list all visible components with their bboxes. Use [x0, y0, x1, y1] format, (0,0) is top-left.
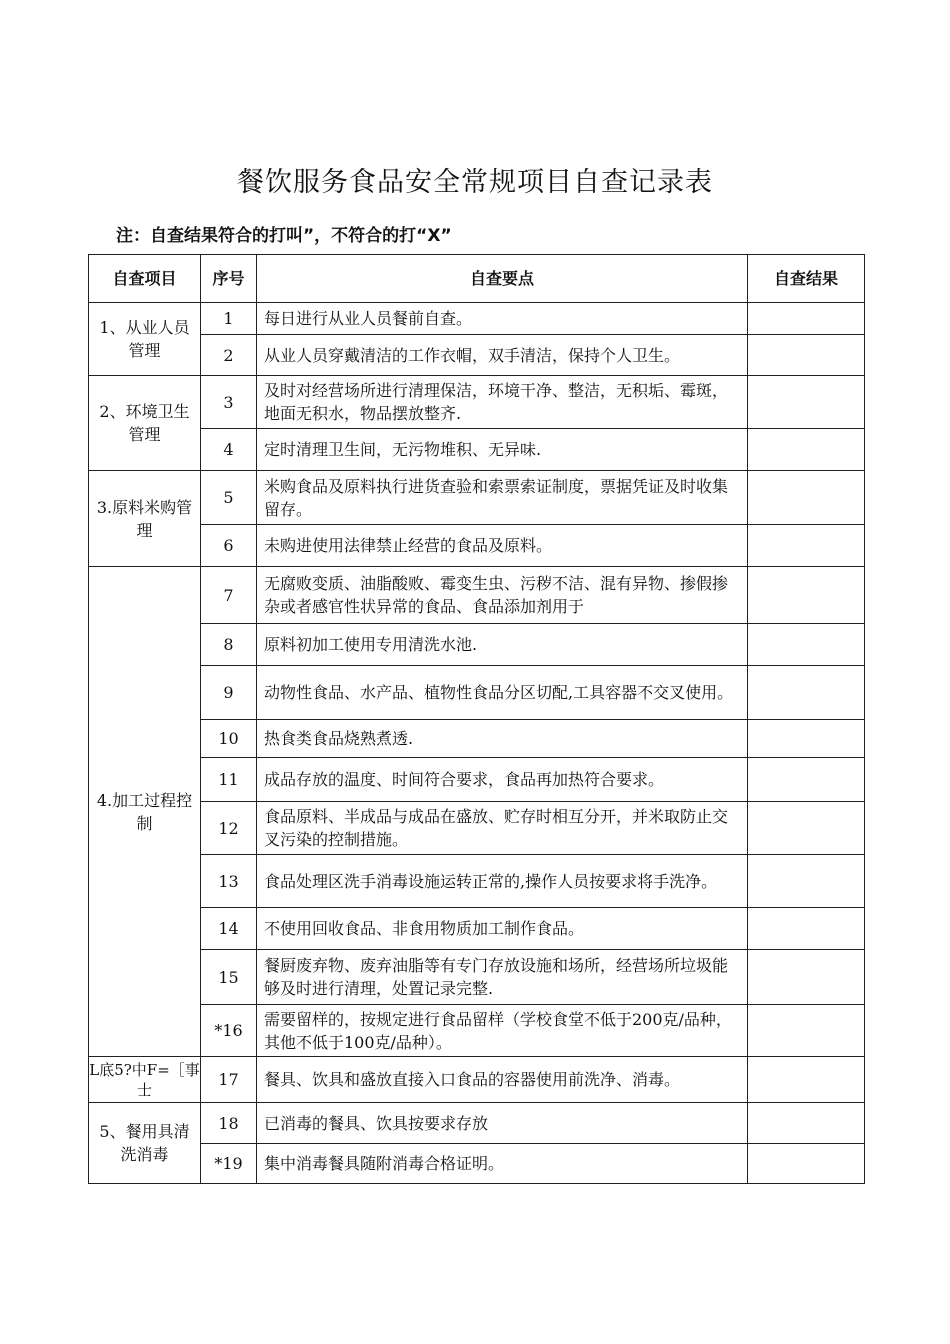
table-row [89, 1144, 865, 1184]
row-number: 13 [201, 855, 257, 908]
table-row [89, 471, 865, 525]
category-cell: 4.加工过程控制 [89, 567, 201, 1057]
table-row [89, 567, 865, 624]
table-row [89, 525, 865, 567]
result-cell[interactable] [748, 567, 865, 624]
result-cell[interactable] [748, 950, 865, 1005]
category-cell: 1、从业人员管理 [89, 303, 201, 376]
row-number: 17 [201, 1057, 257, 1103]
row-number: 2 [201, 335, 257, 376]
check-point: 需要留样的，按规定进行食品留样（学校食堂不低于200克/品种，其他不低于100克/品种）。 [257, 1005, 748, 1057]
result-cell[interactable] [748, 335, 865, 376]
header-row [89, 255, 865, 303]
check-point: 集中消毒餐具随附消毒合格证明。 [257, 1144, 748, 1184]
row-number: 12 [201, 802, 257, 855]
result-cell[interactable] [748, 1144, 865, 1184]
check-point: 热食类食品烧熟煮透. [257, 720, 748, 758]
result-cell[interactable] [748, 471, 865, 525]
check-point: 米购食品及原料执行进货查验和索票索证制度，票据凭证及时收集留存。 [257, 471, 748, 525]
check-point: 不使用回收食品、非食用物质加工制作食品。 [257, 908, 748, 950]
check-point: 食品原料、半成品与成品在盛放、贮存时相互分开，并米取防止交叉污染的控制措施。 [257, 802, 748, 855]
row-number: 3 [201, 376, 257, 429]
check-point: 已消毒的餐具、饮具按要求存放 [257, 1103, 748, 1144]
result-cell[interactable] [748, 802, 865, 855]
check-point: 成品存放的温度、时间符合要求，食品再加热符合要求。 [257, 758, 748, 802]
result-cell[interactable] [748, 376, 865, 429]
row-number: 11 [201, 758, 257, 802]
table-row [89, 303, 865, 335]
result-cell[interactable] [748, 666, 865, 720]
check-point: 餐厨废弃物、废弃油脂等有专门存放设施和场所，经营场所垃圾能够及时进行清理，处置记录完整. [257, 950, 748, 1005]
result-cell[interactable] [748, 855, 865, 908]
note-text: 注：自查结果符合的打叫”，不符合的打“X” [116, 226, 452, 246]
row-number: 10 [201, 720, 257, 758]
table-row [89, 666, 865, 720]
check-point: 无腐败变质、油脂酸败、霉变生虫、污秽不洁、混有异物、掺假掺杂或者感官性状异常的食品、食品添加剂用于 [257, 567, 748, 624]
check-point: 定时清理卫生间，无污物堆积、无异味. [257, 429, 748, 471]
table-row [89, 624, 865, 666]
table-row [89, 1103, 865, 1144]
row-number: 5 [201, 471, 257, 525]
header-number: 序号 [201, 255, 257, 303]
check-point: 动物性食品、水产品、植物性食品分区切配,工具容器不交叉使用。 [257, 666, 748, 720]
category-cell: 3.原料米购管理 [89, 471, 201, 567]
table-row [89, 1005, 865, 1057]
inspection-table [88, 254, 865, 1184]
result-cell[interactable] [748, 908, 865, 950]
row-number: 7 [201, 567, 257, 624]
table-row [89, 802, 865, 855]
check-point: 从业人员穿戴清洁的工作衣帽，双手清洁，保持个人卫生。 [257, 335, 748, 376]
row-number: 18 [201, 1103, 257, 1144]
row-number: 4 [201, 429, 257, 471]
row-number: 9 [201, 666, 257, 720]
table-row [89, 908, 865, 950]
category-cell: 5、餐用具清洗消毒 [89, 1103, 201, 1184]
table-row [89, 758, 865, 802]
result-cell[interactable] [748, 1057, 865, 1103]
result-cell[interactable] [748, 303, 865, 335]
result-cell[interactable] [748, 720, 865, 758]
row-number: 1 [201, 303, 257, 335]
table-row [89, 1057, 865, 1103]
category-cell: 2、环境卫生管理 [89, 376, 201, 471]
row-number: *16 [201, 1005, 257, 1057]
result-cell[interactable] [748, 429, 865, 471]
header-category: 自查项目 [89, 255, 201, 303]
row-number: 15 [201, 950, 257, 1005]
result-cell[interactable] [748, 525, 865, 567]
result-cell[interactable] [748, 758, 865, 802]
check-point: 食品处理区洗手消毒设施运转正常的,操作人员按要求将手洗净。 [257, 855, 748, 908]
table-row [89, 855, 865, 908]
table-row [89, 335, 865, 376]
check-point: 及时对经营场所进行清理保洁，环境干净、整洁，无积垢、霉斑，地面无积水，物品摆放整齐. [257, 376, 748, 429]
header-point: 自查要点 [257, 255, 748, 303]
table-row [89, 376, 865, 429]
table-row [89, 429, 865, 471]
row-number: 8 [201, 624, 257, 666]
result-cell[interactable] [748, 1005, 865, 1057]
check-point: 餐具、饮具和盛放直接入口食品的容器使用前洗净、消毒。 [257, 1057, 748, 1103]
page-title: 餐饮服务食品安全常规项目自查记录表 [237, 167, 713, 198]
result-cell[interactable] [748, 1103, 865, 1144]
row-number: 6 [201, 525, 257, 567]
result-cell[interactable] [748, 624, 865, 666]
table-row [89, 950, 865, 1005]
check-point: 未购进使用法律禁止经营的食品及原料。 [257, 525, 748, 567]
table-row [89, 720, 865, 758]
category-cell: L底5?中F=［事士 [89, 1057, 201, 1103]
check-point: 每日进行从业人员餐前自查。 [257, 303, 748, 335]
row-number: 14 [201, 908, 257, 950]
check-point: 原料初加工使用专用清洗水池. [257, 624, 748, 666]
row-number: *19 [201, 1144, 257, 1184]
header-result: 自查结果 [748, 255, 865, 303]
